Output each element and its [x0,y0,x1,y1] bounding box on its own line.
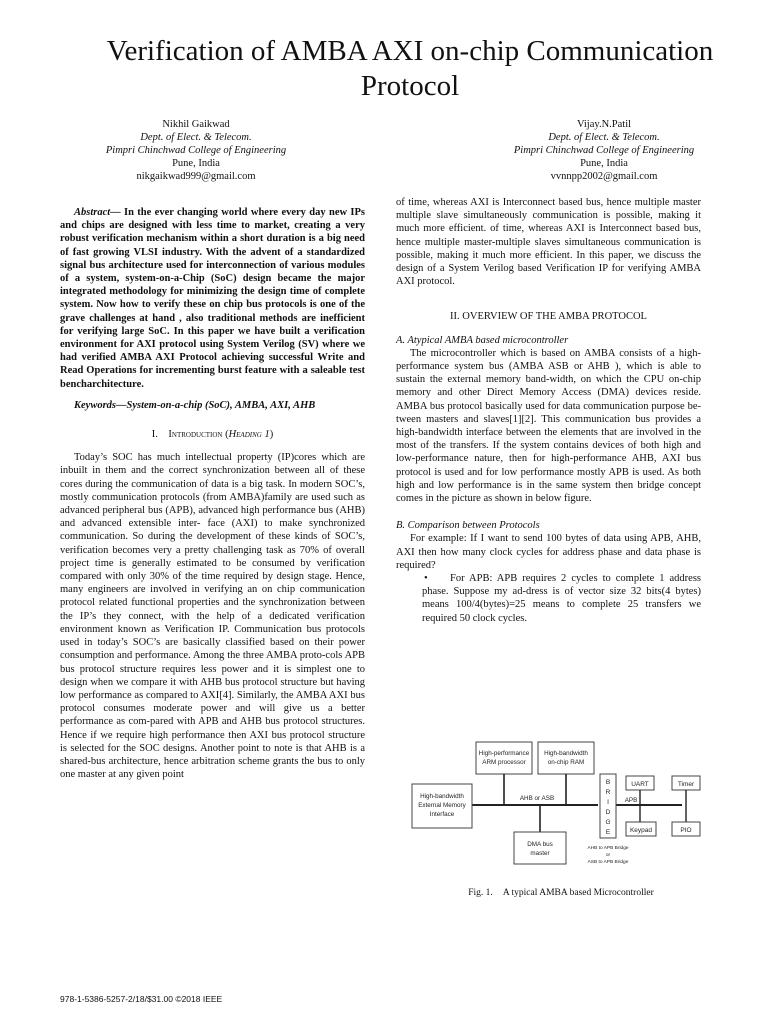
keypad-label: Keypad [629,827,653,834]
arm-processor-block [476,742,532,774]
figure-number: Fig. 1. [468,888,493,898]
bridge-letter: G [605,819,611,826]
abstract-label: Abstract [74,207,111,218]
copyright-footer: 978-1-5386-5257-2/18/$31.00 ©2018 IEEE [60,994,223,1004]
abstract [60,206,365,391]
section-1-heading-tag: Heading 1 [228,429,270,441]
dma-label-2: master [530,850,550,857]
figure-caption-text: A typical AMBA based Microcontroller [502,888,654,898]
amba-diagram [410,738,705,870]
abstract-text: In the ever changing world where every day new IPs and chips are designed with less time to market, creating a very robust verification mechanism within a short duration is a big need of fast growing VLSI industry. With the advent of a standardized signal bus architecture used for interconnection of various modules of a system, system-on-a-Chip (SoC) design became the major integrated methodology for minimizing the design time of complete system. Now how to verify these on chip bus protocols is one of the grave challenges at hand , also traditional methods are inefficient for verifying large SoC. In this paper we have built a verification environment for AXI protocol using System Verilog (SV) where we had verified AMBA AXI Protocol achieving successful Write and Read Operations for incrementing burst feature with a saleable test bencharchitecture. [60,207,365,390]
ahb-label: AHB or ASB [519,795,555,802]
section-2-heading: II. OVERVIEW OF THE AMBA PROTOCOL [450,311,647,323]
uart-label: UART [631,781,649,788]
bridge-note-2: or [605,853,611,858]
subsection-a-text: The microcontroller which is based on AMBA consists of a high-performance system bus (AMBA ASB or AHB ), which is able to sustain the external memory band-width, on which the CPU on-chip memory and other Direct Memory Access (DMA) devices reside. AMBA bus protocol basically used for data communication purpose be-tween masters and slaves[1][2]. This communication bus provides a high-bandwidth interface between the elements that are involved in the most of the transfers. If the system contains devices of both high and low-performance nature, then for high-performance AHB, AXI bus protocol is used and for low performance mostly APB is used. As both high and low performance is in the same system then bridge concept comes in the picture as shown in below figure. [396,347,701,505]
subsection-b-heading: B. Comparison between Protocols [396,520,540,532]
bridge-note-3: ASB to APB Bridge [587,860,629,865]
section-1-close: ) [269,429,274,441]
author-city: Pune, India [172,158,220,169]
pio-label: PIO [680,827,692,834]
author-block-2 [474,118,734,183]
onchip-ram-block [538,742,594,774]
ram-label-1: High-bandwidth [544,750,588,757]
ext-label-2: External Memory [418,802,466,809]
arm-label-1: High-performance [478,750,530,757]
ram-label-2: on-chip RAM [547,759,585,766]
dma-label-1: DMA bus [527,841,553,848]
subsection-a-heading: A. Atypical AMBA based microcontroller [396,334,569,346]
author-dept: Dept. of Elect. & Telecom. [548,132,660,143]
ext-label-1: High-bandwidth [420,793,464,800]
section-1-title: Introduction ( [168,429,229,441]
figure-caption [396,888,726,898]
author-dept: Dept. of Elect. & Telecom. [140,132,252,143]
bullet-dot: • [424,573,428,585]
author-name: Nikhil Gaikwad [162,119,230,130]
apb-label: APB [624,797,638,804]
bullet-apb-text: For APB: APB requires 2 cycles to complete 1 address phase. Suppose my ad-dress is of vector size 32 bits(4 bytes) means 100/4(bytes)=25 means to complete 25 transfers we required 50 clock cycles. [422,573,701,624]
section-1-heading [60,428,365,441]
bridge-letter: R [605,789,611,796]
author-college: Pimpri Chinchwad College of Engineering [513,145,695,156]
keywords: Keywords—System-on-a-chip (SoC), AMBA, AXI, AHB [74,399,316,411]
author-block-1 [66,118,326,183]
bridge-letter: D [605,809,611,816]
bridge-letter: I [607,799,609,806]
author-email: vvnnpp2002@gmail.com [550,171,658,182]
author-city: Pune, India [580,158,628,169]
bridge-letter: B [605,779,611,786]
bridge-letter: E [605,829,611,836]
bridge-note-1: AHB to APB Bridge [587,846,629,851]
left-column [60,206,365,781]
timer-label: Timer [677,781,695,788]
right-column [396,196,701,625]
bullet-apb [396,572,701,625]
arm-label-2: ARM processor [482,759,526,766]
ext-label-3: Interface [429,811,455,818]
intro-continuation: of time, whereas AXI is Interconnect based bus, hence multiple master multiple slave simultaneously communication is possible, making it much more efficient. of time, whereas AXI is Interconnect based bus, hence multiple master-multiple slaves simultaneous communication is possible, making it much more efficient. In this paper, we discuss the design of a System Verilog based Verification IP for verifying AMBA AXI protocol. [396,197,701,288]
author-email: nikgaikwad999@gmail.com [136,171,256,182]
author-name: Vijay.N.Patil [576,119,632,130]
paper-title: Verification of AMBA AXI on-chip Communication Protocol [106,35,714,102]
subsection-b-text: For example: If I want to send 100 bytes of data using APB, AHB, AXI then how many clock cycles for address phase and data phase is required? [396,533,701,571]
dma-block [514,832,566,864]
section-1-number: I. [151,429,158,441]
intro-paragraph: Today’s SOC has much intellectual property (IP)cores which are inbuilt in them and the correct synchronization between all of these cores during the communication of data is a big task. In modern SOC’s, mostly communication protocols (from AMBA)family are used such as advanced peripheral bus (APB), advanced high performance bus (AHB) and advanced extensible inter- face (AXI) to make synchronized communication. So during the development of these kinds of SOC’s, verification becomes very a pretty challenging task as 70% of overall project time is generally estimated to be consumed by verification compared with only 30% of the time required by design stage. Hence, many engineers are involved in verifying an on chip communication protocol related functional properties and the synchronization between the IP’s they connect, with the help of a dedicated verification environment known as Verification IP. Communication bus protocols used in today’s SOC’s are basically classified based on their power consumption and performance. Among the three AMBA proto-cols APB bus protocol structure requires less power and it is simplest one to design when we compare it with AHB bus protocol structure but having low performance as compared to AXI[4]. Similarly, the AMBA AXI bus protocol consumes moderate power and will give us a better performance as com-pared with APB and AHB bus protocol structures. Hence if we require high performance then AXI bus protocol structure is selected for the SOC designs. Another point to note is that AHB is a shared-bus architecture, hence arbitration scheme grants the bus to only one master at any given point [60,452,365,781]
abstract-dash: — [110,207,121,218]
author-college: Pimpri Chinchwad College of Engineering [105,145,287,156]
